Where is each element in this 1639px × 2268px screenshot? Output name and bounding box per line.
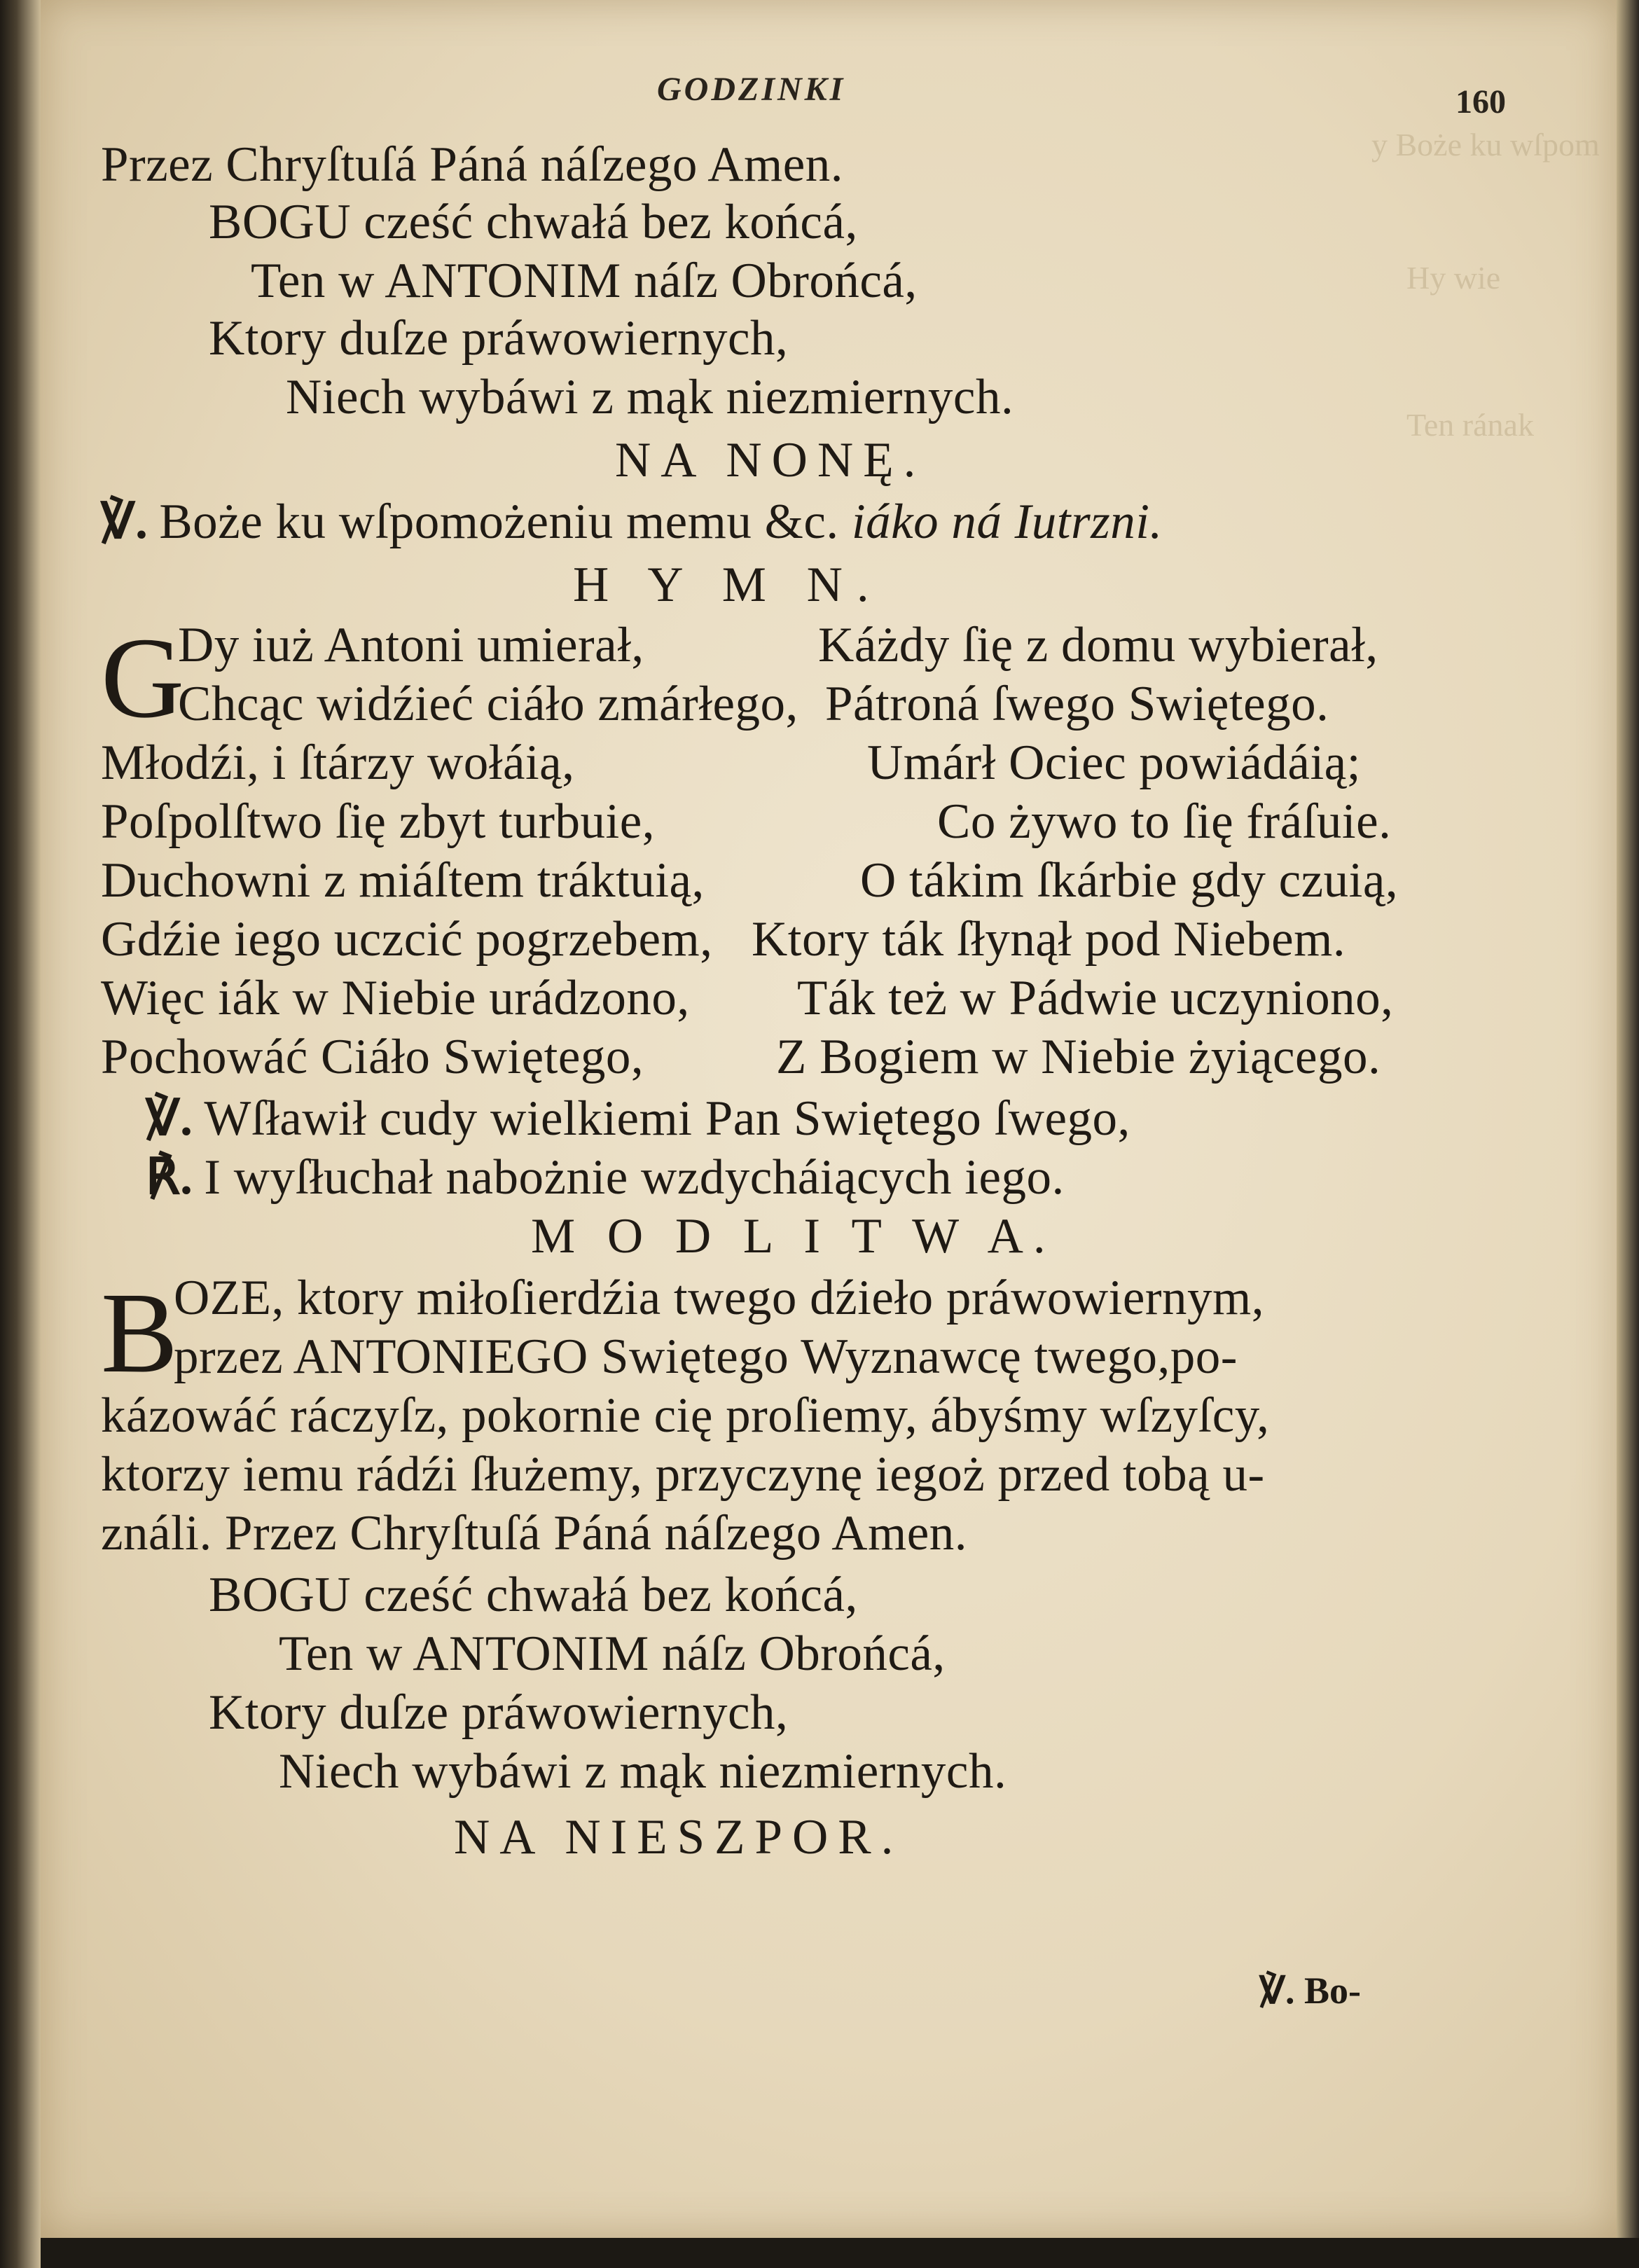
doxology-line: Ten w ANTONIM náſz Obrońcá, <box>279 1626 946 1681</box>
scan-bottom-edge <box>41 2238 1639 2268</box>
hymn-right-verse: Z Bogiem w Niebie żyiącego. <box>776 1030 1381 1084</box>
hymn-left-verse: Dy iuż Antoni umierał, <box>178 618 644 672</box>
versicle-mark: ℣. <box>146 1091 193 1146</box>
hymn-left-verse: Pochowáć Ciáło Swiętego, <box>101 1030 644 1084</box>
versicle-text: Boże ku wſpomożeniu memu &c. <box>159 495 839 549</box>
hymn-response <box>146 1150 1065 1205</box>
show-through-text: y Boże ku wſpom <box>1371 127 1600 163</box>
show-through-text: Ten rának <box>1406 407 1534 443</box>
response-text: I wyſłuchał nabożnie wzdycháiących iego. <box>204 1150 1065 1205</box>
section-heading-nieszpor: NA NIESZPOR. <box>454 1810 904 1865</box>
prayer-line: ktorzy iemu rádźi ſłużemy, przyczynę iegoż przed tobą u- <box>101 1447 1265 1502</box>
prayer-line: kázowáć ráczyſz, pokornie cię proſiemy, ábyśmy wſzyſcy, <box>101 1388 1270 1443</box>
text-line: Niech wybáwi z mąk niezmiernych. <box>286 370 1014 424</box>
response-mark: ℟. <box>146 1150 193 1205</box>
versicle-line <box>101 497 1163 547</box>
versicle-italic: iáko ná Iutrzni. <box>851 495 1163 549</box>
hymn-versicle <box>146 1091 1130 1146</box>
text-line: Ktory duſze práwowiernych, <box>209 311 789 366</box>
hymn-left-verse: Duchowni z miáſtem tráktuią, <box>101 853 705 908</box>
book-page <box>41 0 1617 2238</box>
section-heading-none: NA NONĘ. <box>615 433 926 488</box>
versicle-mark: ℣. <box>101 495 148 549</box>
hymn-right-verse: Káżdy ſię z domu wybierał, <box>818 618 1378 672</box>
prayer-line: przez ANTONIEGO Swiętego Wyznawcę twego,po- <box>174 1329 1238 1384</box>
hymn-right-verse: Ktory ták ſłynął pod Niebem. <box>752 912 1346 967</box>
hymn-right-verse: O tákim ſkárbie gdy czuią, <box>860 853 1399 908</box>
page-right-edge <box>1617 0 1639 2268</box>
hymn-left-verse: Młodźi, i ſtárzy wołáią, <box>101 735 575 790</box>
prayer-line: ználi. Przez Chryſtuſá Páná náſzego Amen. <box>101 1506 967 1561</box>
hymn-right-verse: Co żywo to ſię fráſuie. <box>937 794 1392 849</box>
text-line: BOGU cześć chwałá bez końcá, <box>209 195 858 249</box>
hymn-right-verse: Umárł Ociec powiádáią; <box>867 735 1361 790</box>
hymn-drop-cap: G <box>101 614 185 742</box>
doxology-line: Ktory duſze práwowiernych, <box>209 1685 789 1740</box>
prayer-drop-cap: B <box>101 1268 179 1397</box>
catchword: ℣. Bo- <box>1259 1970 1361 2012</box>
hymn-right-verse: Ták też w Pádwie uczyniono, <box>797 971 1394 1025</box>
text-line: Ten w ANTONIM náſz Obrońcá, <box>251 254 918 308</box>
text-line: Przez Chryſtuſá Páná náſzego Amen. <box>101 137 843 192</box>
prayer-heading: M O D L I T W A. <box>531 1209 1056 1264</box>
doxology-line: Niech wybáwi z mąk niezmiernych. <box>279 1744 1007 1799</box>
hymn-left-verse: Poſpolſtwo ſię zbyt turbuie, <box>101 794 655 849</box>
show-through-text: Hy wie <box>1406 260 1501 296</box>
running-head: GODZINKI <box>657 71 846 108</box>
doxology-line: BOGU cześć chwałá bez końcá, <box>209 1568 858 1622</box>
hymn-heading: H Y M N. <box>573 558 883 612</box>
hymn-right-verse: Pátroná ſwego Swiętego. <box>825 677 1329 731</box>
hymn-left-verse: Gdźie iego uczcić pogrzebem, <box>101 912 713 967</box>
book-gutter <box>0 0 41 2268</box>
page-number: 160 <box>1455 83 1506 120</box>
hymn-left-verse: Chcąc widźieć ciáło zmárłego, <box>178 677 798 731</box>
versicle-text: Wſławił cudy wielkiemi Pan Swiętego ſwego, <box>204 1091 1130 1146</box>
hymn-left-verse: Więc iák w Niebie urádzono, <box>101 971 690 1025</box>
prayer-line: OZE, ktory miłoſierdźia twego dźieło práwowiernym, <box>174 1271 1264 1325</box>
